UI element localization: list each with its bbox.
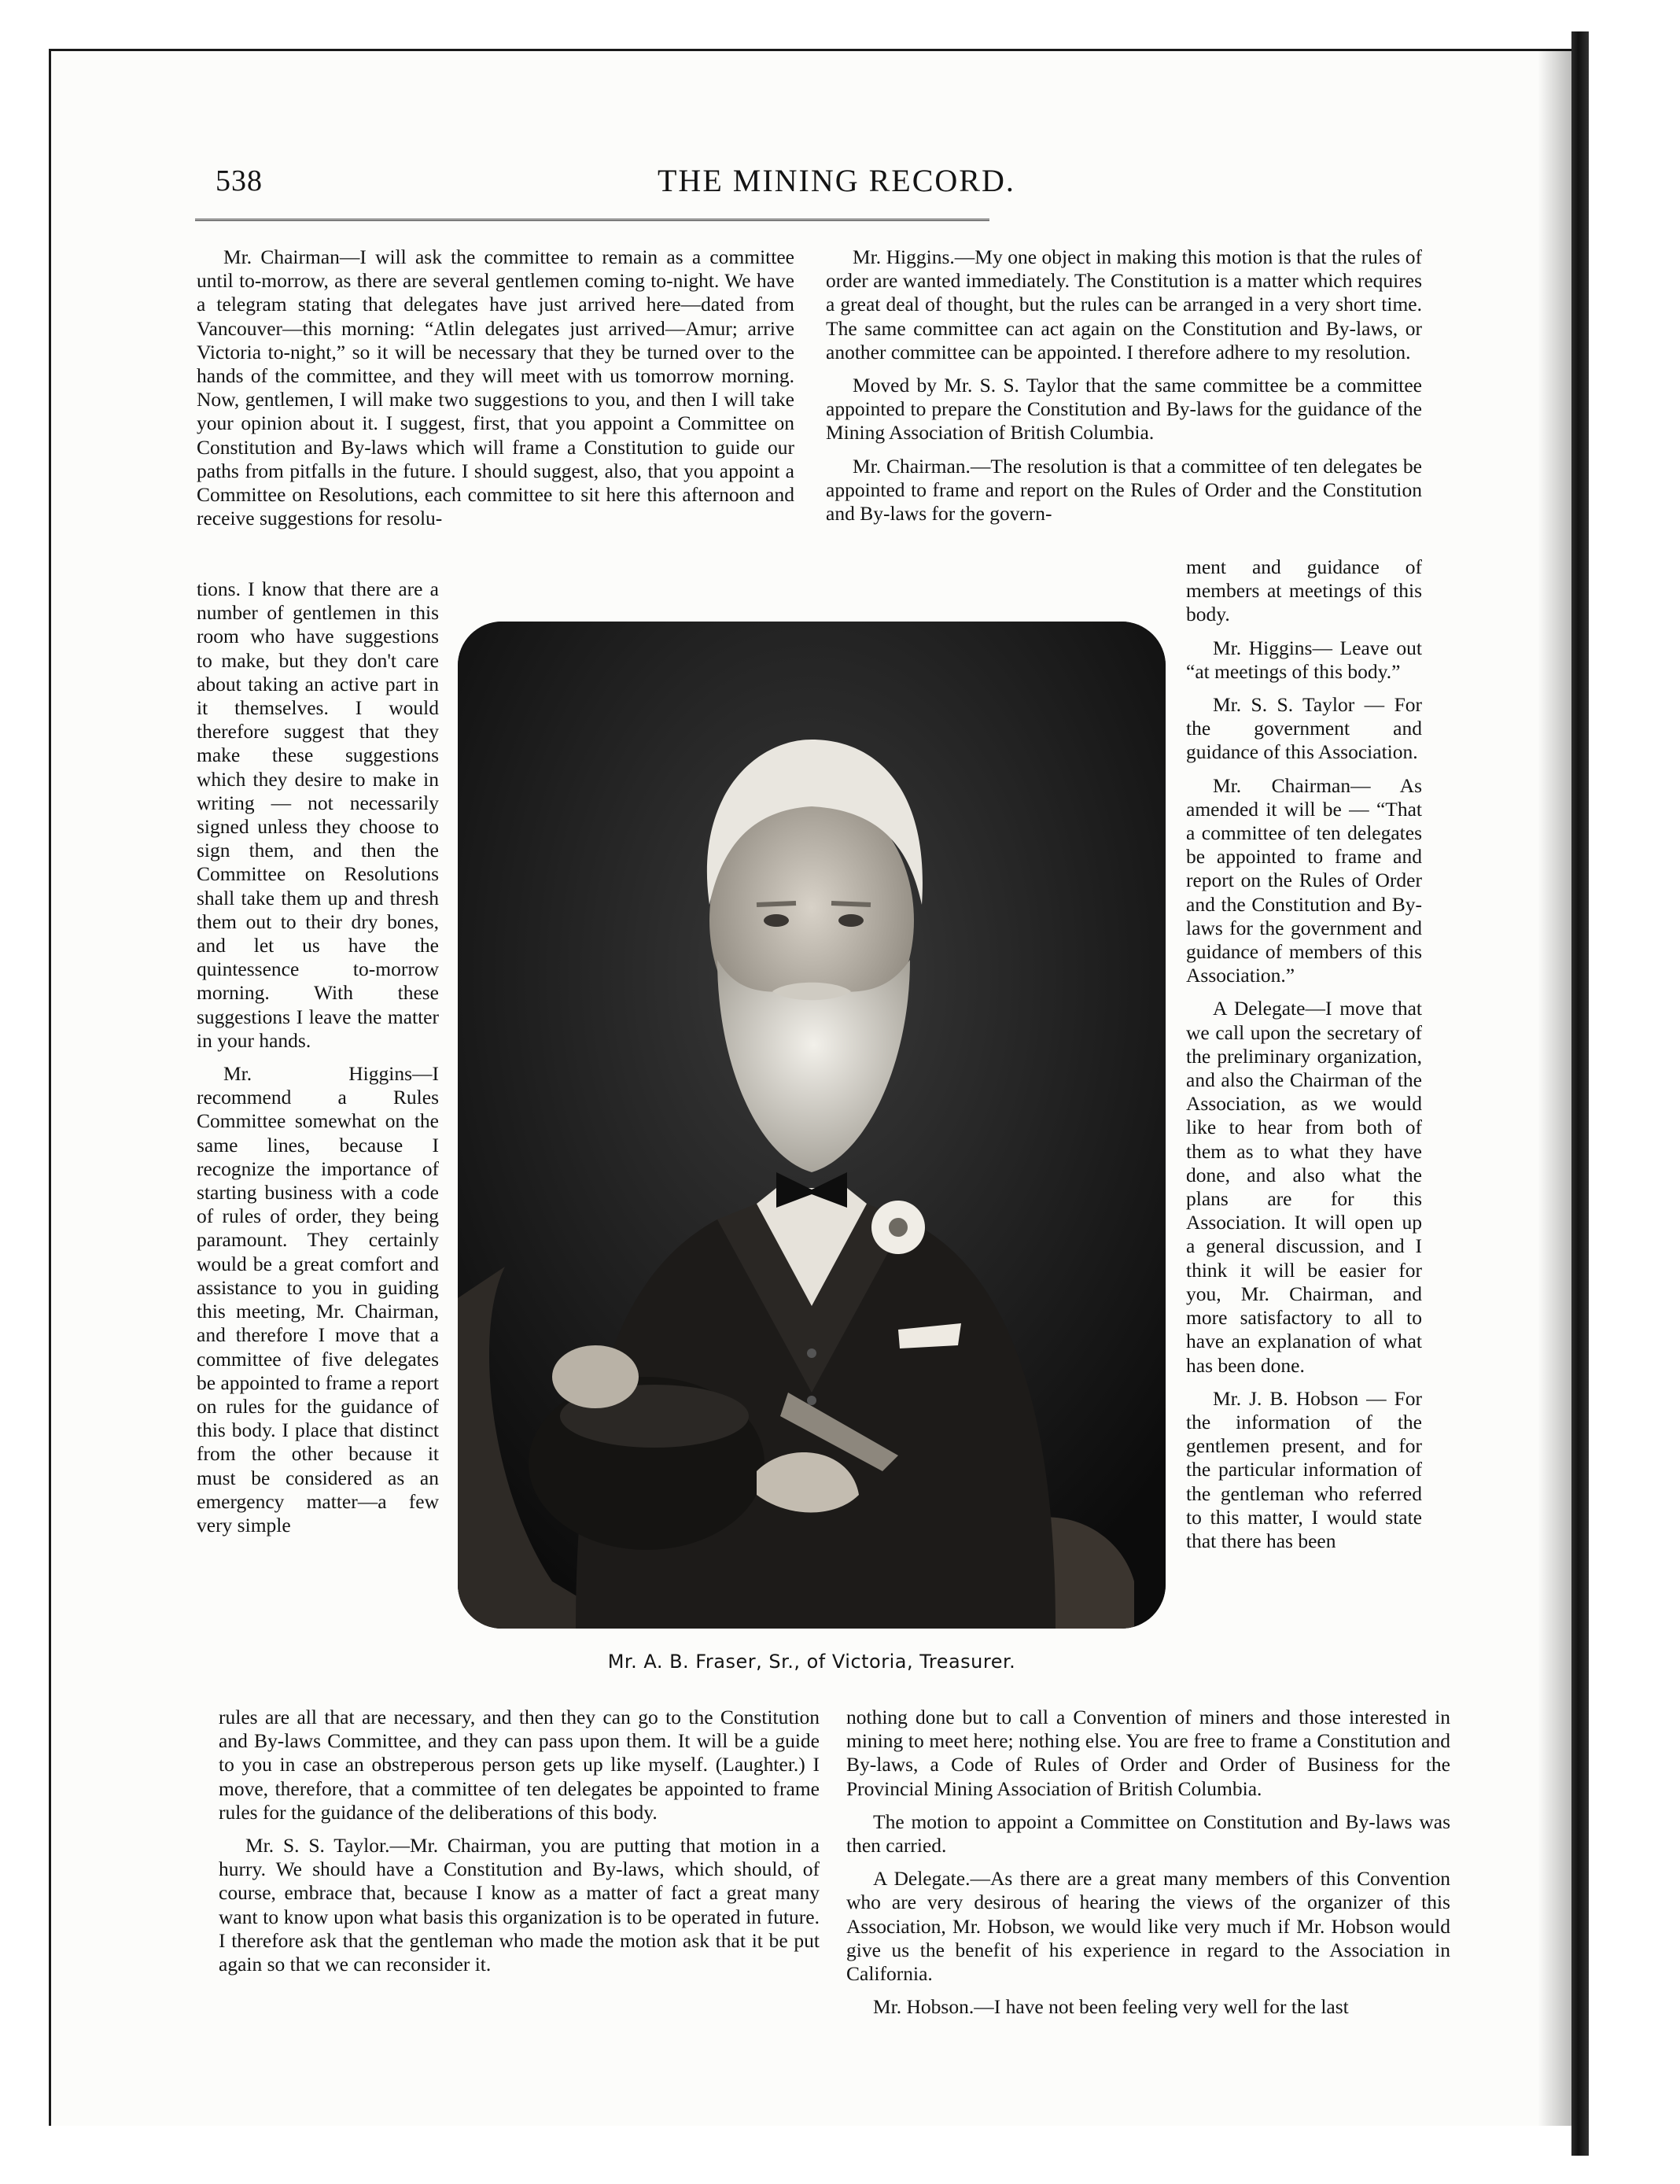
portrait-illustration: [458, 622, 1166, 1629]
paragraph: Mr. S. S. Taylor — For the government and guidance of this Association.: [1186, 693, 1422, 764]
left-column-top: [197, 245, 794, 530]
paragraph: ment and guidance of members at meetings of this body.: [1186, 555, 1422, 626]
paragraph: Mr. Higgins— Leave out “at meetings of this body.”: [1186, 636, 1422, 683]
header-rule: [195, 219, 989, 221]
paragraph: Mr. S. S. Taylor.—Mr. Chairman, you are putting that motion in a hurry. We should have a Constitution and By-laws, which should, of course, embrace that, because I know as a matter of fact a great many want to know upon what basis this organization is to be operated in future. I therefore ask that the gentleman who made the motion ask that it be put again so that we can reconsider it.: [219, 1834, 820, 1976]
paragraph: Mr. Chairman— As amended it will be — “That a committee of ten delegates be appointed to frame and report on the Rules of Order and the Constitution and By-laws for the government and guidance of members of this Association.”: [1186, 773, 1422, 987]
paragraph: Mr. Chairman.—The resolution is that a committee of ten delegates be appointed to frame and report on the Rules of Order and the Constitution and By-laws for the govern-: [826, 454, 1422, 526]
paragraph: Moved by Mr. S. S. Taylor that the same committee be a committee appointed to prepare the Constitution and By-laws for the guidance of the Mining Association of British Columbia.: [826, 374, 1422, 445]
paragraph: tions. I know that there are a number of gentlemen in this room who have suggestions to make, but they don't care about taking an active part in it themselves. I would therefore suggest that they make these suggestions which they desire to make in writing — not necessarily signed unless they choose to sign them, and then the Committee on Resolutions shall take them up and thresh them out to their dry bones, and let us have the quintessence to-morrow morning. With these suggestions I leave the matter in your hands.: [197, 577, 439, 1052]
paragraph: Mr. J. B. Hobson — For the information of the gentlemen present, and for the particular information of the gentleman who referred to this matter, I would state that there has been: [1186, 1386, 1422, 1552]
journal-title: THE MINING RECORD.: [658, 163, 1015, 198]
paragraph: Mr. Higgins.—My one object in making this motion is that the rules of order are wanted immediately. The Constitution is a matter which requires a great deal of thought, but the rules can be arranged in a very short time. The same committee can act again on the Constitution and By-laws, or another committee can be appointed. I therefore adhere to my resolution.: [826, 245, 1422, 363]
left-column-narrow: [197, 577, 439, 1547]
page-number: 538: [216, 164, 263, 197]
book-spine: [1571, 31, 1589, 2156]
portrait-photo: [458, 622, 1166, 1629]
paragraph: rules are all that are necessary, and then they can go to the Constitution and By-laws Committee, and they can pass upon them. It will be a guide to you in case an obstreperous person gets up like myself. (Laughter.) I move, therefore, that a committee of ten delegates be appointed to frame rules for the guidance of the deliberations of this body.: [219, 1706, 820, 1824]
paragraph: A Delegate.—As there are a great many members of this Convention who are very desirous of hearing the views of the organizer of this Association, Mr. Hobson, we would like very much if Mr. Hobson would give us the benefit of his experience in regard to the Association in California.: [846, 1867, 1450, 1986]
paragraph: The motion to appoint a Committee on Constitution and By-laws was then carried.: [846, 1810, 1450, 1858]
paragraph: Mr. Chairman—I will ask the committee to remain as a committee until to-morrow, as there are several gentlemen coming to-night. We have a telegram stating that delegates have just arrived here—dated from Vancouver—this morning: “Atlin delegates just arrived—Amur; arrive Victoria to-night,” so it will be necessary that they be turned over to the hands of the committee, and they will meet with us tomorrow morning. Now, gentlemen, I will make two suggestions to you, and then I will take your opinion about it. I suggest, first, that you appoint a Committee on Constitution and By-laws which will frame a Constitution to guide our paths from pitfalls in the future. I should suggest, also, that you appoint a Committee on Resolutions, each committee to sit here this afternoon and receive suggestions for resolu-: [197, 245, 794, 530]
right-column-narrow: [1186, 555, 1422, 1553]
photo-caption: Mr. A. B. Fraser, Sr., of Victoria, Treasurer.: [607, 1651, 1016, 1673]
paragraph: Mr. Hobson.—I have not been feeling very well for the last: [873, 1995, 1349, 2019]
paragraph: nothing done but to call a Convention of miners and those interested in mining to meet here; nothing else. You are free to frame a Constitution and By-laws, a Code of Rules of Order and Order of Business for the Provincial Mining Association of British Columbia.: [846, 1706, 1450, 1800]
gutter-shadow: [1538, 49, 1574, 2126]
running-header: [212, 157, 1439, 205]
right-column-top: [826, 245, 1422, 526]
left-column-bottom: [219, 1706, 820, 1986]
paragraph: A Delegate—I move that we call upon the secretary of the preliminary organization, and also the Chairman of the Association, as we would like to hear from both of them as to what they have done, and also what the plans are for this Association. It will open up a general discussion, and I think it will be easier for you, Mr. Chairman, and more satisfactory to all to have an explanation of what has been done.: [1186, 997, 1422, 1377]
paragraph: Mr. Higgins—I recommend a Rules Committee somewhat on the same lines, because I recognize the importance of starting business with a code of rules of order, they being paramount. They certainly would be a great comfort and assistance to you in guiding this meeting, Mr. Chairman, and therefore I move that a committee of five delegates be appointed to frame a report on rules for the guidance of this body. I place that distinct from the other because it must be considered as an emergency matter—a few very simple: [197, 1062, 439, 1537]
right-column-bottom: [846, 1706, 1450, 2019]
